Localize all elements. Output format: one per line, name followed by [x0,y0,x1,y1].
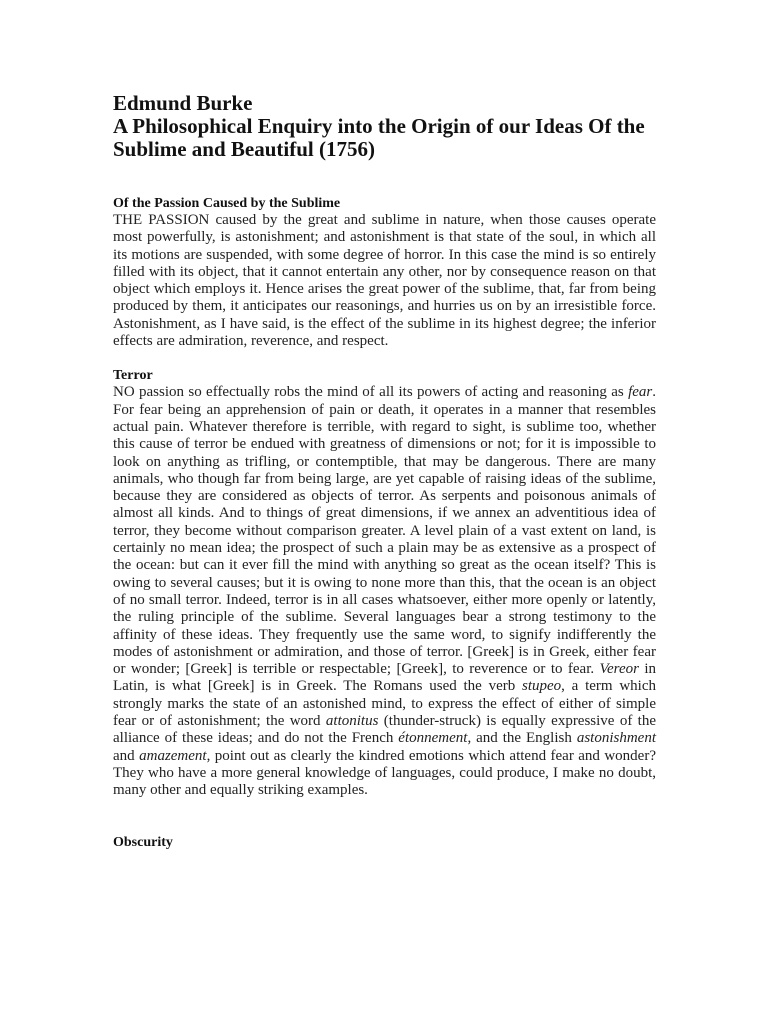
italic-word: fear [628,384,653,401]
italic-word: attonitus [325,713,379,730]
spacer [113,350,656,367]
body-text: NO passion so effectually robs the mind of all its powers of acting and reasoning as [113,384,629,401]
section-terror [113,367,656,799]
section-heading: Of the Passion Caused by the Sublime [113,196,341,211]
document-page [113,92,656,851]
body-text: , a term which strongly marks the state of an astonished mind, to express the effect of either of simple fear or of astonishment; the word [113,678,656,730]
italic-word: stupeo [522,678,562,695]
section-obscurity [113,834,656,851]
italic-word: astonishment [576,730,656,747]
body-text: , point out as clearly the kindred emotions which attend fear and wonder? They who have a more general knowledge of languages, could produce, I make no doubt, many other and equally striking examples. [113,747,656,799]
author-name: Edmund Burke [113,91,253,115]
section-passion [113,195,656,350]
italic-word: Vereor [599,661,639,678]
spacer [113,800,656,834]
body-text: and [113,747,140,764]
italic-word: amazement [139,747,207,764]
section-heading: Terror [113,368,153,384]
section-body: THE PASSION caused by the great and sublime in nature, when those causes operate most powerfully, is astonishment; and astonishment is that state of the soul, in which all its motions are suspended, with some degree of horror. In this case the mind is so entirely filled with its object, that it cannot entertain any other, nor by consequence reason on that object which employs it. Hence arises the great power of the sublime, that, far from being produced by them, it anticipates our reasonings, and hurries us on by an irresistible force. Astonishment, as I have said, is the effect of the sublime in its highest degree; the inferior effects are admiration, reverence, and respect. [113,212,656,350]
body-text: in Latin, is what [Greek] is in Greek. The Romans used the verb [113,661,656,695]
section-body [113,384,656,799]
body-text: . For fear being an apprehension of pain or death, it operates in a manner that resembles actual pain. Whatever therefore is terrible, with regard to sight, is sublime too, whether this cause of terror be endued with greatness of dimensions or not; for it is impossible to look on anything as trifling, or contemptible, that may be dangerous. There are many animals, who though far from being large, are yet capable of raising ideas of the sublime, because they are considered as objects of terror. As serpents and poisonous animals of almost all kinds. And to things of great dimensions, if we annex an adventitious idea of terror, they become without comparison greater. A level plain of a vast extent on land, is certainly no mean idea; the prospect of such a plain may be as extensive as a prospect of the ocean: but can it ever fill the mind with anything so great as the ocean itself? This is owing to several causes; but it is owing to none more than this, that the ocean is an object of no small terror. Indeed, terror is in all cases whatsoever, either more openly or latently, the ruling principle of the sublime. Several languages bear a strong testimony to the affinity of these ideas. They frequently use the same word, to signify indifferently the modes of astonishment or admiration, and those of terror. [Greek] is in Greek, either fear or wonder; [Greek] is terrible or respectable; [Greek], to reverence or to fear. [113,384,656,678]
italic-word: étonnement [398,730,468,747]
document-title: A Philosophical Enquiry into the Origin of our Ideas Of the Sublime and Beautiful (1756) [113,114,645,161]
body-text: , and the English [467,730,577,747]
section-heading: Obscurity [113,834,173,850]
body-text: (thunder-struck) is equally expressive of the alliance of these ideas; and do not the French [113,713,656,747]
